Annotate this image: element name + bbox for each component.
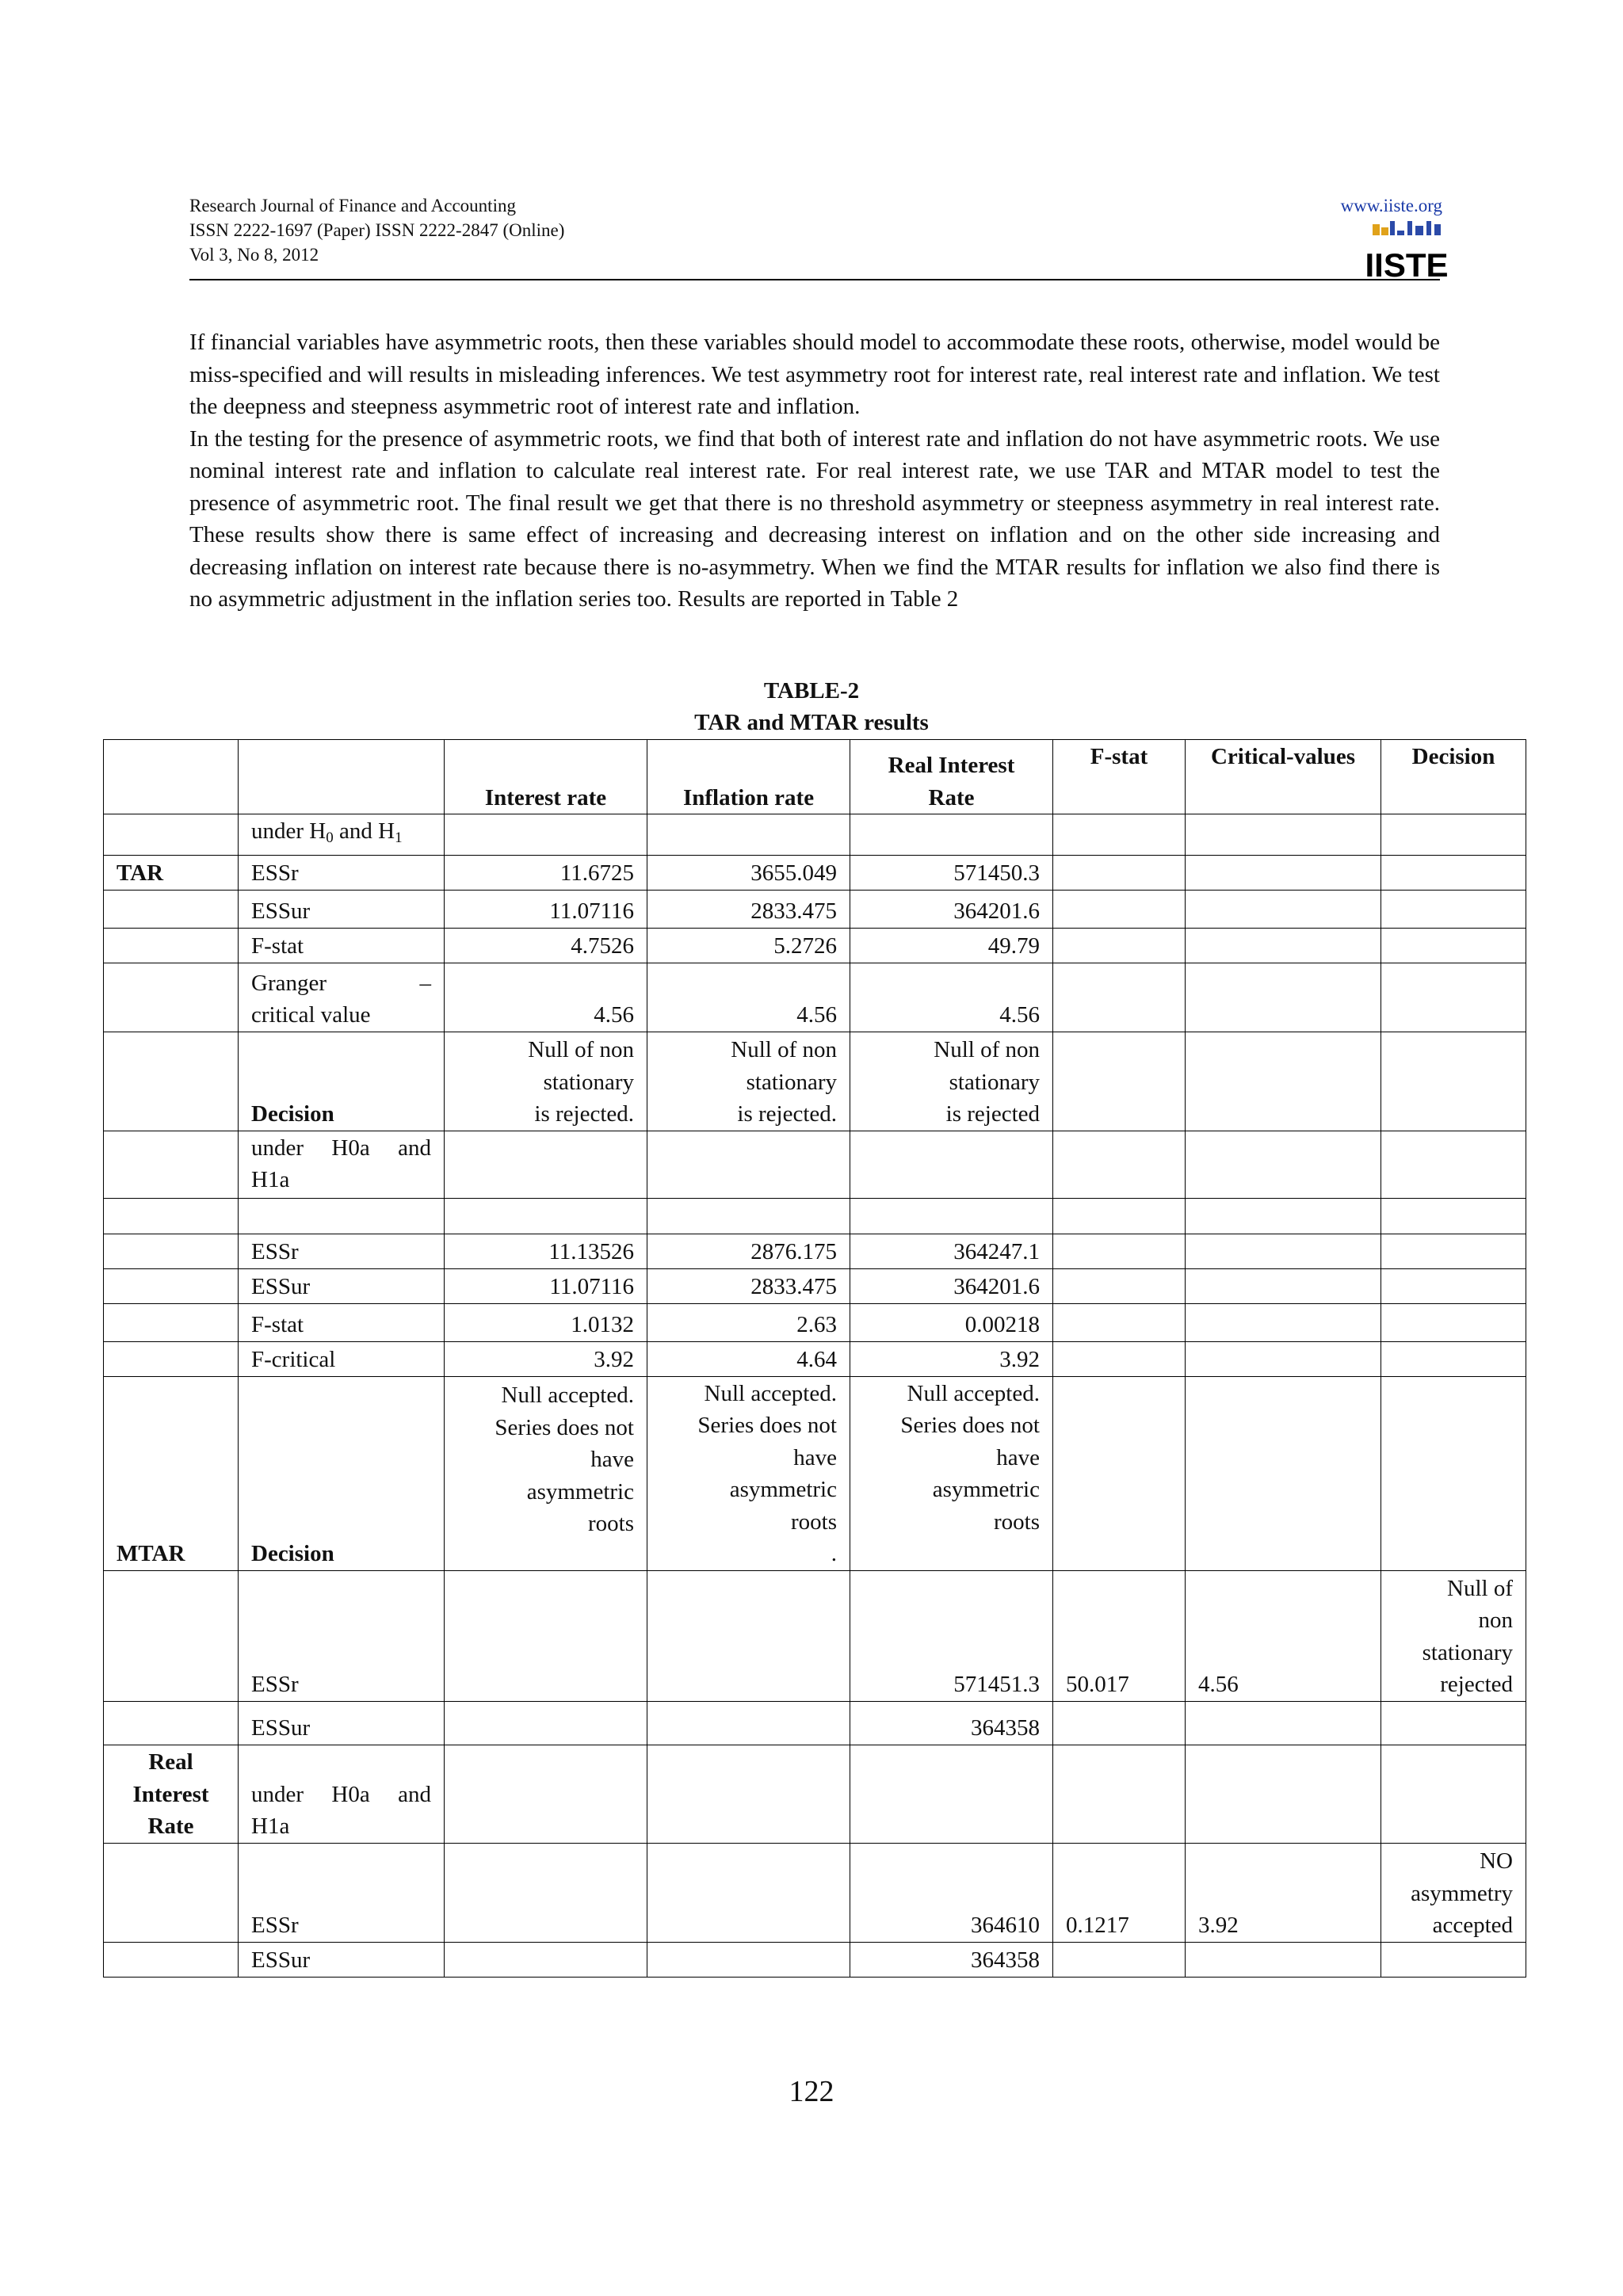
table-row — [104, 1341, 1526, 1376]
table-row — [104, 1701, 1526, 1745]
under-h0-h1-label: under $H_0$ and $H_1$ — [239, 814, 445, 856]
cell-value: 364247.1 — [850, 1234, 1053, 1268]
cell-value: 364201.6 — [850, 1268, 1053, 1303]
table-row — [104, 1032, 1526, 1131]
cell-value: 2876.175 — [647, 1234, 850, 1268]
cell-value: 364358 — [850, 1942, 1053, 1977]
header-right — [1340, 193, 1449, 284]
cell-value: 2833.475 — [647, 1268, 850, 1303]
table-row-empty — [104, 1198, 1526, 1234]
journal-header — [189, 193, 564, 267]
row-label: ESSr — [239, 855, 445, 890]
cell-value: 49.79 — [850, 928, 1053, 963]
cell-value: 4.56 — [850, 963, 1053, 1032]
header-inflation-rate: Inflation rate — [647, 740, 850, 814]
row-label: Decision — [239, 1032, 445, 1131]
cell-value: 3.92 — [445, 1341, 647, 1376]
cell-value: 4.7526 — [445, 928, 647, 963]
cell-value: 2.63 — [647, 1303, 850, 1341]
page-number: 122 — [789, 2075, 834, 2108]
table-title: TAR and MTAR results — [694, 710, 929, 735]
header-decision: Decision — [1381, 740, 1526, 814]
journal-name: Research Journal of Finance and Accounting — [189, 196, 516, 215]
svg-text:IISTE: IISTE — [1365, 246, 1449, 284]
cell-multiline: Null of non stationary rejected — [1381, 1570, 1526, 1701]
cell-value: 4.56 — [1186, 1570, 1381, 1701]
header-blank-1 — [104, 740, 239, 814]
cell-value: 0.1217 — [1053, 1843, 1186, 1942]
iiste-logo — [1341, 219, 1449, 284]
cell-value: 3.92 — [1186, 1843, 1381, 1942]
cell-multiline: NO asymmetry accepted — [1381, 1843, 1526, 1942]
row-label: ESSur — [239, 890, 445, 928]
row-label: F-stat — [239, 1303, 445, 1341]
cell-multiline: Null accepted. Series does not have asymmetric roots — [445, 1376, 647, 1570]
journal-issn: ISSN 2222-1697 (Paper) ISSN 2222-2847 (Online) — [189, 220, 565, 240]
table-row — [104, 1234, 1526, 1268]
row-label: F-stat — [239, 928, 445, 963]
table-row — [104, 1268, 1526, 1303]
table-row — [104, 814, 1526, 856]
table-row — [104, 1942, 1526, 1977]
row-label: ESSur — [239, 1942, 445, 1977]
table-caption: TABLE-2 — [763, 678, 860, 704]
table-row — [104, 890, 1526, 928]
table-row — [104, 1131, 1526, 1198]
cell-value: 11.6725 — [445, 855, 647, 890]
under-h0a-h1a-label: under H0a and H1a — [239, 1745, 445, 1843]
cell-value: 0.00218 — [850, 1303, 1053, 1341]
table-row — [104, 1303, 1526, 1341]
iiste-logo-icon — [1365, 219, 1449, 284]
mtar-label: MTAR — [104, 1376, 239, 1570]
cell-value: 11.07116 — [445, 890, 647, 928]
cell-value: 1.0132 — [445, 1303, 647, 1341]
row-label: ESSur — [239, 1268, 445, 1303]
row-label: ESSr — [239, 1234, 445, 1268]
row-label: ESSr — [239, 1843, 445, 1942]
table-row — [104, 1843, 1526, 1942]
header-blank-2 — [239, 740, 445, 814]
granger-label: Granger – critical value — [239, 963, 445, 1032]
cell-multiline: Null of non stationary is rejected. — [647, 1032, 850, 1131]
table-row — [104, 1745, 1526, 1843]
cell-value: 4.56 — [445, 963, 647, 1032]
row-label: Decision — [239, 1376, 445, 1570]
cell-value: 3655.049 — [647, 855, 850, 890]
cell-value: 11.13526 — [445, 1234, 647, 1268]
paragraph-1: If financial variables have asymmetric roots, then these variables should model to accommodate these roots, otherwise, model would be miss-specified and will results in misleading inferences. We test asymmetry root for interest rate, real interest rate and inflation. We test the deepness and steepness asymmetric root of interest rate and inflation. — [189, 330, 1440, 419]
header-interest-rate: Interest rate — [445, 740, 647, 814]
header-rule — [189, 279, 1440, 280]
cell-value: 5.2726 — [647, 928, 850, 963]
row-label: ESSr — [239, 1570, 445, 1701]
under-h0a-h1a-label: under H0a and H1a — [239, 1131, 445, 1198]
cell-value: 11.07116 — [445, 1268, 647, 1303]
journal-url[interactable]: www.iiste.org — [1340, 196, 1442, 215]
body-text — [189, 326, 1440, 616]
tar-label: TAR — [104, 855, 239, 890]
journal-volume: Vol 3, No 8, 2012 — [189, 245, 319, 265]
header-real-interest-rate: Real Interest Rate — [850, 740, 1053, 814]
cell-multiline: Null of non stationary is rejected. — [445, 1032, 647, 1131]
results-table — [103, 739, 1526, 1978]
table-header-row — [104, 740, 1526, 814]
header-critical-values: Critical-values — [1186, 740, 1381, 814]
cell-multiline: Null accepted. Series does not have asymmetric roots — [850, 1376, 1053, 1570]
cell-value: 571450.3 — [850, 855, 1053, 890]
row-label: ESSur — [239, 1701, 445, 1745]
row-label: F-critical — [239, 1341, 445, 1376]
table-row — [104, 928, 1526, 963]
cell-value: 3.92 — [850, 1341, 1053, 1376]
cell-multiline: Null of non stationary is rejected — [850, 1032, 1053, 1131]
paragraph-2: In the testing for the presence of asymmetric roots, we find that both of interest rate and inflation do not have asymmetric roots. We use nominal interest rate and inflation to calculate real interest rate. For real interest rate, we use TAR and MTAR model to test the presence of asymmetric root. The final result we get that there is no threshold asymmetry or steepness asymmetry in real interest rate. These results show there is same effect of increasing and decreasing interest on inflation and on the other side increasing and decreasing inflation on interest rate because there is no-asymmetry. When we find the MTAR results for inflation we also find there is no asymmetric adjustment in the inflation series too. Results are reported in Table 2 — [189, 425, 1440, 612]
table-row — [104, 1570, 1526, 1701]
table-row — [104, 855, 1526, 890]
cell-value: 4.56 — [647, 963, 850, 1032]
cell-value: 50.017 — [1053, 1570, 1186, 1701]
cell-value: 364201.6 — [850, 890, 1053, 928]
real-interest-label: Real Interest Rate — [104, 1745, 239, 1843]
table-row — [104, 1376, 1526, 1570]
table-row — [104, 963, 1526, 1032]
cell-value: 4.64 — [647, 1341, 850, 1376]
cell-value: 2833.475 — [647, 890, 850, 928]
header-f-stat: F-stat — [1053, 740, 1186, 814]
cell-multiline: Null accepted. Series does not have asymmetric roots . — [647, 1376, 850, 1570]
cell-value: 571451.3 — [850, 1570, 1053, 1701]
cell-value: 364610 — [850, 1843, 1053, 1942]
cell-value: 364358 — [850, 1701, 1053, 1745]
